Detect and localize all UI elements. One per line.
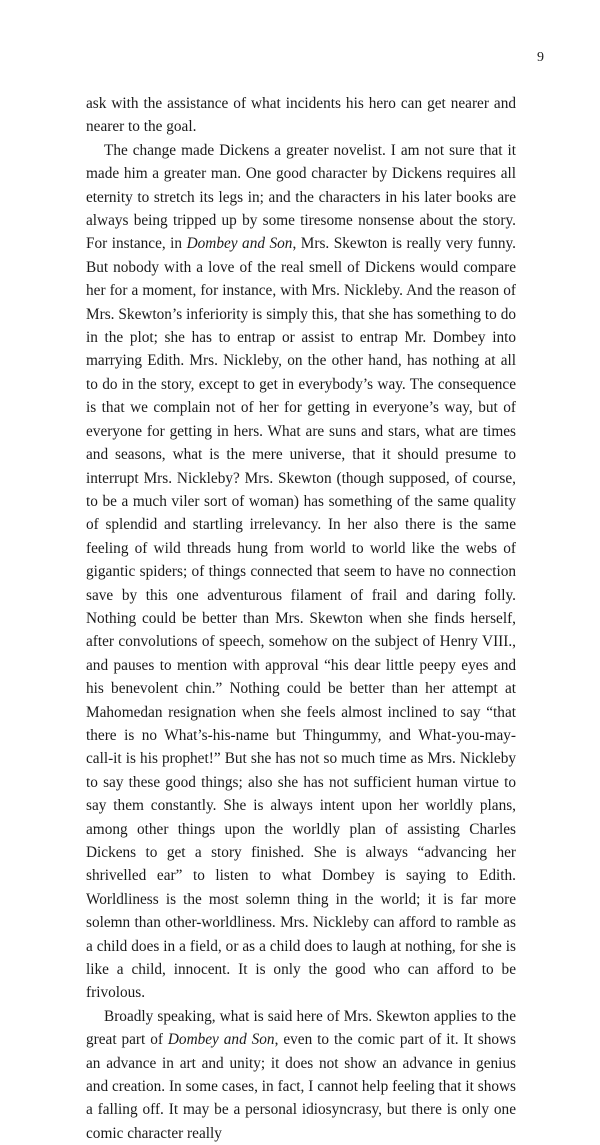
text-run: ask with the assistance of what incidents his hero can get nearer and nearer to the goal.	[86, 95, 516, 136]
book-title: Dombey and Son	[167, 1031, 275, 1049]
text-run: Broadly speaking, what is said here of Mrs. Skewton applies to the great part of	[86, 1007, 516, 1049]
book-title: Dombey and Son	[186, 235, 293, 253]
paragraph	[86, 1005, 516, 1145]
body-text	[86, 92, 516, 1145]
paragraph	[86, 92, 516, 139]
text-run: , even to the comic part of it. It shows an advance in art and unity; it does not show an advance in genius and creation. In some cases, in fact, I cannot help feeling that it shows a falling off. It may be a personal idiosyncrasy, but there is only one comic character really	[86, 1031, 516, 1142]
paragraph	[86, 139, 516, 1005]
text-run: The change made Dickens a greater novelist. I am not sure that it made him a greater man. One good character by Dickens requires all eternity to stretch its legs in; and the characters in his later books are always being tripped up by some tiresome nonsense about the story. For instance, in	[86, 141, 516, 253]
text-run: , Mrs. Skewton is really very funny. But nobody with a love of the real smell of Dickens would compare her for a moment, for instance, with Mrs. Nickleby. And the reason of Mrs. Skewton’s inferiority is simply this, that she has something to do in the plot; she has to entrap or assist to entrap Mr. Dombey into marrying Edith. Mrs. Nickleby, on the other hand, has nothing at all to do in the story, except to get in everybody’s way. The consequence is that we complain not of her for getting in everyone’s way, but of everyone for getting in hers. What are suns and stars, what are times and seasons, what is the mere universe, that it should presume to interrupt Mrs. Nickleby? Mrs. Skewton (though supposed, of course, to be a much viler sort of woman) has something of the same quality of splendid and startling irrelevancy. In her also there is the same feeling of wild threads hung from world to world like the webs of gigantic spiders; of things connected that seem to have no connection save by this one adventurous filament of frail and daring folly. Nothing could be better than Mrs. Skewton when she finds herself, after convolutions of speech, somehow on the subject of Henry VIII., and pauses to mention with approval “his dear little peepy eyes and his benevolent chin.” Nothing could be better than her attempt at Mahomedan resignation when she feels almost inclined to say “that there is no What’s-his-name but Thingummy, and What-you-may-call-it is his prophet!” But she has not so much time as Mrs. Nickleby to say these good things; also she has not sufficient human virtue to say them constantly. She is always intent upon her worldly plans, among other things upon the worldly plan of assisting Charles Dickens to get a story finished. She is always “advancing her shrivelled ear” to listen to what Dombey is saying to Edith. Worldliness is the most solemn thing in the world; it is far more solemn than other-worldliness. Mrs. Nickleby can afford to ramble as a child does in a field, or as a child does to laugh at nothing, for she is like a child, innocent. It is only the good who can afford to be frivolous.	[86, 235, 516, 1002]
page-number: 9	[537, 50, 544, 65]
